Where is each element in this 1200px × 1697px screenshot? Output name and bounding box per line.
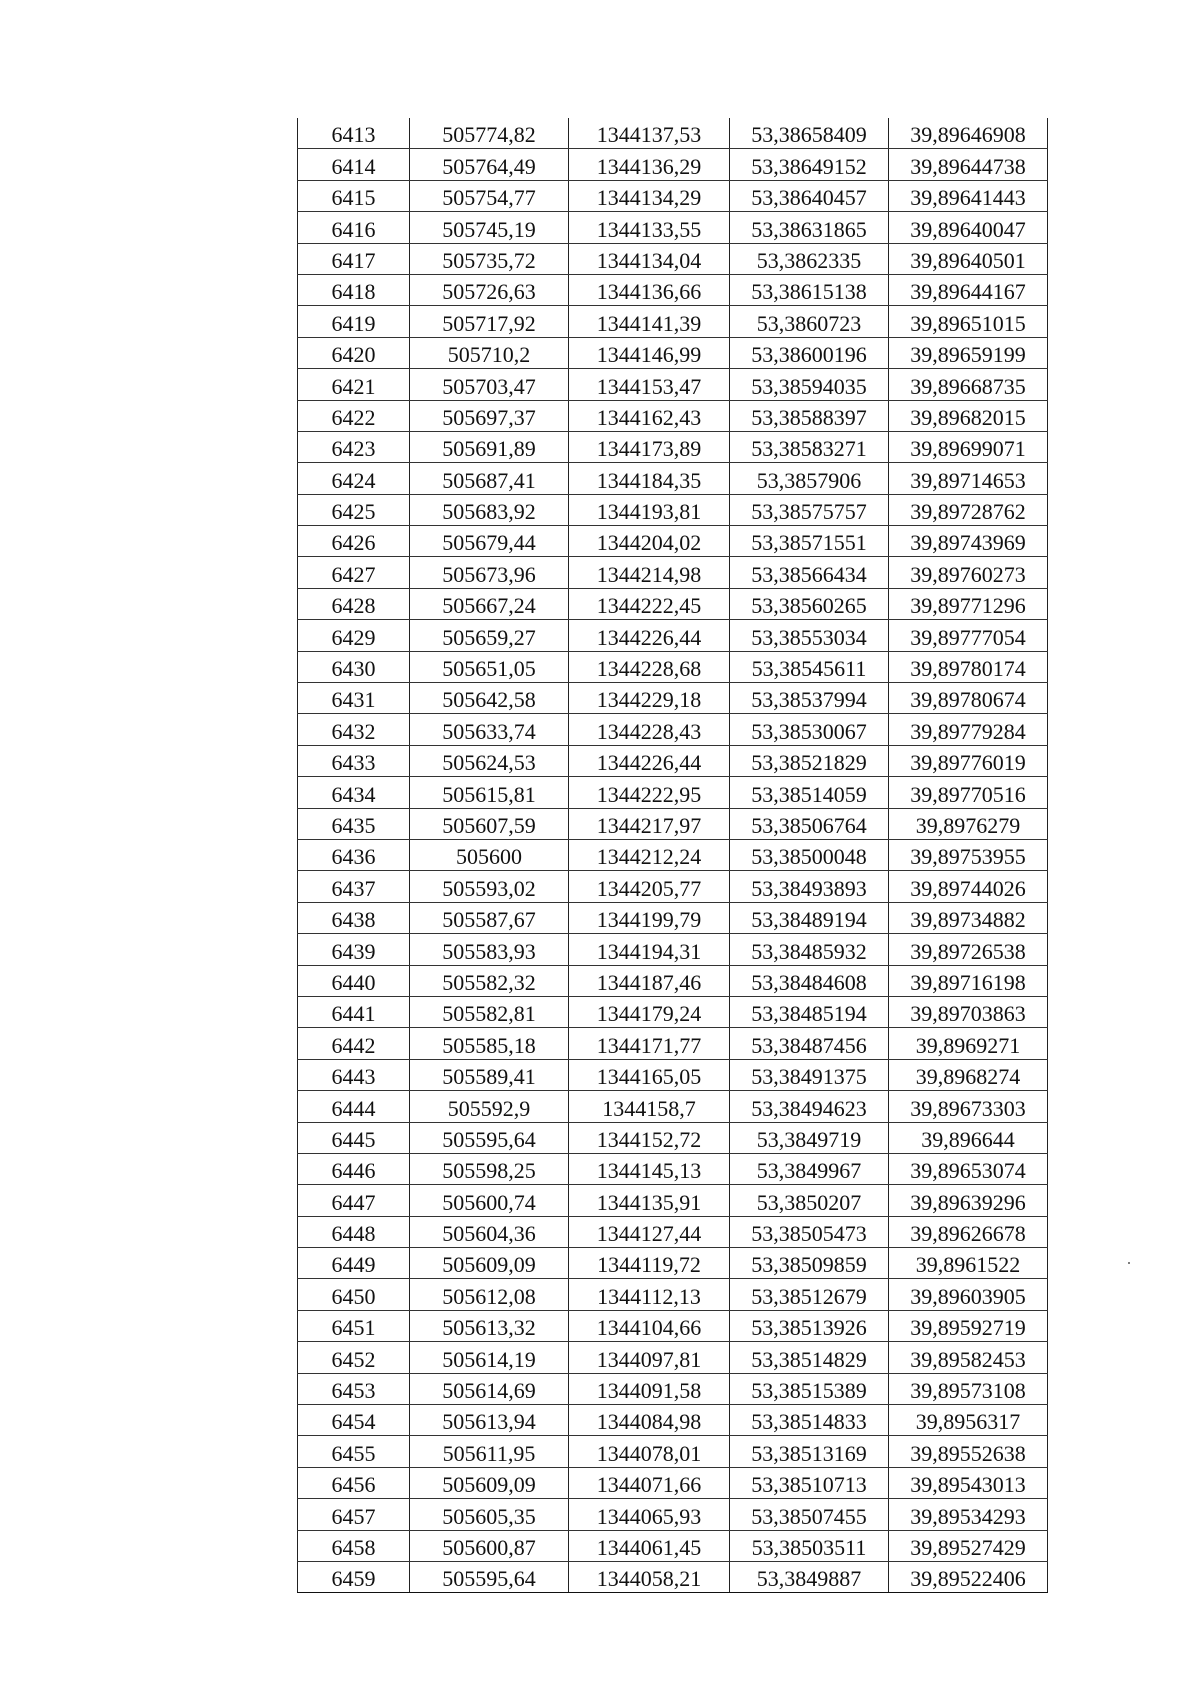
point-number-cell: 6431 — [298, 683, 410, 714]
y-coordinate-cell: 1344226,44 — [569, 745, 730, 776]
latitude-cell: 53,38494623 — [730, 1091, 889, 1122]
y-coordinate-cell: 1344158,7 — [569, 1091, 730, 1122]
y-coordinate-cell: 1344217,97 — [569, 808, 730, 839]
latitude-cell: 53,38509859 — [730, 1248, 889, 1279]
longitude-cell: 39,89776019 — [889, 745, 1048, 776]
y-coordinate-cell: 1344135,91 — [569, 1185, 730, 1216]
table-row — [298, 1530, 1048, 1561]
longitude-cell: 39,89592719 — [889, 1310, 1048, 1341]
table-row — [298, 118, 1048, 149]
point-number-cell: 6437 — [298, 871, 410, 902]
point-number-cell: 6452 — [298, 1342, 410, 1373]
latitude-cell: 53,3862335 — [730, 243, 889, 274]
latitude-cell: 53,3857906 — [730, 463, 889, 494]
y-coordinate-cell: 1344134,29 — [569, 180, 730, 211]
x-coordinate-cell: 505764,49 — [410, 149, 569, 180]
latitude-cell: 53,38487456 — [730, 1028, 889, 1059]
point-number-cell: 6434 — [298, 777, 410, 808]
longitude-cell: 39,89743969 — [889, 526, 1048, 557]
x-coordinate-cell: 505593,02 — [410, 871, 569, 902]
point-number-cell: 6439 — [298, 934, 410, 965]
x-coordinate-cell: 505595,64 — [410, 1122, 569, 1153]
table-row — [298, 965, 1048, 996]
x-coordinate-cell: 505726,63 — [410, 274, 569, 305]
y-coordinate-cell: 1344199,79 — [569, 902, 730, 933]
x-coordinate-cell: 505697,37 — [410, 400, 569, 431]
latitude-cell: 53,38631865 — [730, 212, 889, 243]
y-coordinate-cell: 1344127,44 — [569, 1216, 730, 1247]
x-coordinate-cell: 505609,09 — [410, 1248, 569, 1279]
y-coordinate-cell: 1344194,31 — [569, 934, 730, 965]
x-coordinate-cell: 505609,09 — [410, 1467, 569, 1498]
table-row — [298, 745, 1048, 776]
table-row — [298, 306, 1048, 337]
x-coordinate-cell: 505605,35 — [410, 1499, 569, 1530]
x-coordinate-cell: 505613,94 — [410, 1405, 569, 1436]
table-row — [298, 620, 1048, 651]
longitude-cell: 39,89682015 — [889, 400, 1048, 431]
table-row — [298, 463, 1048, 494]
point-number-cell: 6420 — [298, 337, 410, 368]
x-coordinate-cell: 505589,41 — [410, 1059, 569, 1090]
y-coordinate-cell: 1344229,18 — [569, 683, 730, 714]
x-coordinate-cell: 505582,32 — [410, 965, 569, 996]
point-number-cell: 6421 — [298, 369, 410, 400]
latitude-cell: 53,3849967 — [730, 1153, 889, 1184]
latitude-cell: 53,38503511 — [730, 1530, 889, 1561]
longitude-cell: 39,8961522 — [889, 1248, 1048, 1279]
latitude-cell: 53,38571551 — [730, 526, 889, 557]
table-row — [298, 180, 1048, 211]
longitude-cell: 39,89646908 — [889, 118, 1048, 149]
latitude-cell: 53,38583271 — [730, 431, 889, 462]
table-row — [298, 1467, 1048, 1498]
point-number-cell: 6457 — [298, 1499, 410, 1530]
longitude-cell: 39,89522406 — [889, 1561, 1048, 1592]
latitude-cell: 53,38513926 — [730, 1310, 889, 1341]
y-coordinate-cell: 1344146,99 — [569, 337, 730, 368]
y-coordinate-cell: 1344071,66 — [569, 1467, 730, 1498]
table-row — [298, 1561, 1048, 1592]
y-coordinate-cell: 1344222,45 — [569, 588, 730, 619]
point-number-cell: 6424 — [298, 463, 410, 494]
y-coordinate-cell: 1344193,81 — [569, 494, 730, 525]
point-number-cell: 6423 — [298, 431, 410, 462]
y-coordinate-cell: 1344212,24 — [569, 839, 730, 870]
longitude-cell: 39,89653074 — [889, 1153, 1048, 1184]
y-coordinate-cell: 1344141,39 — [569, 306, 730, 337]
longitude-cell: 39,89728762 — [889, 494, 1048, 525]
y-coordinate-cell: 1344145,13 — [569, 1153, 730, 1184]
point-number-cell: 6426 — [298, 526, 410, 557]
table-row — [298, 871, 1048, 902]
point-number-cell: 6436 — [298, 839, 410, 870]
longitude-cell: 39,896644 — [889, 1122, 1048, 1153]
table-row — [298, 1216, 1048, 1247]
longitude-cell: 39,89734882 — [889, 902, 1048, 933]
x-coordinate-cell: 505600 — [410, 839, 569, 870]
latitude-cell: 53,38649152 — [730, 149, 889, 180]
point-number-cell: 6454 — [298, 1405, 410, 1436]
y-coordinate-cell: 1344226,44 — [569, 620, 730, 651]
y-coordinate-cell: 1344091,58 — [569, 1373, 730, 1404]
table-row — [298, 274, 1048, 305]
latitude-cell: 53,38491375 — [730, 1059, 889, 1090]
longitude-cell: 39,89626678 — [889, 1216, 1048, 1247]
longitude-cell: 39,89552638 — [889, 1436, 1048, 1467]
point-number-cell: 6440 — [298, 965, 410, 996]
x-coordinate-cell: 505614,19 — [410, 1342, 569, 1373]
point-number-cell: 6456 — [298, 1467, 410, 1498]
point-number-cell: 6422 — [298, 400, 410, 431]
table-row — [298, 557, 1048, 588]
x-coordinate-cell: 505735,72 — [410, 243, 569, 274]
longitude-cell: 39,89780174 — [889, 651, 1048, 682]
x-coordinate-cell: 505598,25 — [410, 1153, 569, 1184]
table-row — [298, 902, 1048, 933]
x-coordinate-cell: 505614,69 — [410, 1373, 569, 1404]
latitude-cell: 53,38615138 — [730, 274, 889, 305]
point-number-cell: 6432 — [298, 714, 410, 745]
y-coordinate-cell: 1344104,66 — [569, 1310, 730, 1341]
longitude-cell: 39,89641443 — [889, 180, 1048, 211]
latitude-cell: 53,38514059 — [730, 777, 889, 808]
latitude-cell: 53,38514829 — [730, 1342, 889, 1373]
y-coordinate-cell: 1344137,53 — [569, 118, 730, 149]
x-coordinate-cell: 505703,47 — [410, 369, 569, 400]
x-coordinate-cell: 505611,95 — [410, 1436, 569, 1467]
table-row — [298, 588, 1048, 619]
table-row — [298, 714, 1048, 745]
longitude-cell: 39,89699071 — [889, 431, 1048, 462]
latitude-cell: 53,38545611 — [730, 651, 889, 682]
latitude-cell: 53,38640457 — [730, 180, 889, 211]
point-number-cell: 6449 — [298, 1248, 410, 1279]
latitude-cell: 53,38560265 — [730, 588, 889, 619]
x-coordinate-cell: 505624,53 — [410, 745, 569, 776]
x-coordinate-cell: 505583,93 — [410, 934, 569, 965]
point-number-cell: 6441 — [298, 996, 410, 1027]
longitude-cell: 39,89777054 — [889, 620, 1048, 651]
x-coordinate-cell: 505745,19 — [410, 212, 569, 243]
longitude-cell: 39,89640501 — [889, 243, 1048, 274]
x-coordinate-cell: 505612,08 — [410, 1279, 569, 1310]
longitude-cell: 39,89644738 — [889, 149, 1048, 180]
longitude-cell: 39,89744026 — [889, 871, 1048, 902]
x-coordinate-cell: 505633,74 — [410, 714, 569, 745]
x-coordinate-cell: 505600,74 — [410, 1185, 569, 1216]
x-coordinate-cell: 505687,41 — [410, 463, 569, 494]
longitude-cell: 39,89640047 — [889, 212, 1048, 243]
y-coordinate-cell: 1344065,93 — [569, 1499, 730, 1530]
latitude-cell: 53,38512679 — [730, 1279, 889, 1310]
y-coordinate-cell: 1344171,77 — [569, 1028, 730, 1059]
point-number-cell: 6414 — [298, 149, 410, 180]
y-coordinate-cell: 1344165,05 — [569, 1059, 730, 1090]
coordinates-table-body — [298, 118, 1048, 1593]
latitude-cell: 53,38588397 — [730, 400, 889, 431]
latitude-cell: 53,3850207 — [730, 1185, 889, 1216]
longitude-cell: 39,89651015 — [889, 306, 1048, 337]
x-coordinate-cell: 505600,87 — [410, 1530, 569, 1561]
longitude-cell: 39,8956317 — [889, 1405, 1048, 1436]
table-row — [298, 1342, 1048, 1373]
longitude-cell: 39,89603905 — [889, 1279, 1048, 1310]
point-number-cell: 6427 — [298, 557, 410, 588]
latitude-cell: 53,38521829 — [730, 745, 889, 776]
table-row — [298, 1436, 1048, 1467]
longitude-cell: 39,89760273 — [889, 557, 1048, 588]
latitude-cell: 53,38493893 — [730, 871, 889, 902]
longitude-cell: 39,8969271 — [889, 1028, 1048, 1059]
point-number-cell: 6433 — [298, 745, 410, 776]
x-coordinate-cell: 505604,36 — [410, 1216, 569, 1247]
longitude-cell: 39,89726538 — [889, 934, 1048, 965]
table-row — [298, 1405, 1048, 1436]
latitude-cell: 53,38485194 — [730, 996, 889, 1027]
point-number-cell: 6443 — [298, 1059, 410, 1090]
y-coordinate-cell: 1344153,47 — [569, 369, 730, 400]
latitude-cell: 53,3849719 — [730, 1122, 889, 1153]
table-row — [298, 526, 1048, 557]
table-row — [298, 808, 1048, 839]
table-row — [298, 431, 1048, 462]
latitude-cell: 53,38500048 — [730, 839, 889, 870]
longitude-cell: 39,89543013 — [889, 1467, 1048, 1498]
longitude-cell: 39,89716198 — [889, 965, 1048, 996]
table-row — [298, 369, 1048, 400]
point-number-cell: 6448 — [298, 1216, 410, 1247]
coordinates-table — [297, 118, 1048, 1593]
point-number-cell: 6451 — [298, 1310, 410, 1341]
x-coordinate-cell: 505615,81 — [410, 777, 569, 808]
table-row — [298, 1279, 1048, 1310]
x-coordinate-cell: 505642,58 — [410, 683, 569, 714]
table-row — [298, 149, 1048, 180]
table-row — [298, 212, 1048, 243]
point-number-cell: 6459 — [298, 1561, 410, 1592]
latitude-cell: 53,38506764 — [730, 808, 889, 839]
x-coordinate-cell: 505679,44 — [410, 526, 569, 557]
y-coordinate-cell: 1344134,04 — [569, 243, 730, 274]
x-coordinate-cell: 505717,92 — [410, 306, 569, 337]
point-number-cell: 6435 — [298, 808, 410, 839]
table-row — [298, 1185, 1048, 1216]
table-row — [298, 243, 1048, 274]
point-number-cell: 6413 — [298, 118, 410, 149]
table-row — [298, 839, 1048, 870]
x-coordinate-cell: 505667,24 — [410, 588, 569, 619]
longitude-cell: 39,89644167 — [889, 274, 1048, 305]
table-row — [298, 1091, 1048, 1122]
table-row — [298, 934, 1048, 965]
latitude-cell: 53,38530067 — [730, 714, 889, 745]
table-row — [298, 1248, 1048, 1279]
point-number-cell: 6425 — [298, 494, 410, 525]
x-coordinate-cell: 505613,32 — [410, 1310, 569, 1341]
point-number-cell: 6442 — [298, 1028, 410, 1059]
table-row — [298, 1499, 1048, 1530]
latitude-cell: 53,38575757 — [730, 494, 889, 525]
x-coordinate-cell: 505651,05 — [410, 651, 569, 682]
longitude-cell: 39,89582453 — [889, 1342, 1048, 1373]
x-coordinate-cell: 505592,9 — [410, 1091, 569, 1122]
y-coordinate-cell: 1344205,77 — [569, 871, 730, 902]
longitude-cell: 39,89714653 — [889, 463, 1048, 494]
table-row — [298, 683, 1048, 714]
point-number-cell: 6444 — [298, 1091, 410, 1122]
latitude-cell: 53,3849887 — [730, 1561, 889, 1592]
x-coordinate-cell: 505691,89 — [410, 431, 569, 462]
longitude-cell: 39,8976279 — [889, 808, 1048, 839]
latitude-cell: 53,38485932 — [730, 934, 889, 965]
longitude-cell: 39,89780674 — [889, 683, 1048, 714]
latitude-cell: 53,38507455 — [730, 1499, 889, 1530]
x-coordinate-cell: 505582,81 — [410, 996, 569, 1027]
y-coordinate-cell: 1344179,24 — [569, 996, 730, 1027]
y-coordinate-cell: 1344133,55 — [569, 212, 730, 243]
point-number-cell: 6430 — [298, 651, 410, 682]
y-coordinate-cell: 1344214,98 — [569, 557, 730, 588]
x-coordinate-cell: 505659,27 — [410, 620, 569, 651]
latitude-cell: 53,38600196 — [730, 337, 889, 368]
y-coordinate-cell: 1344173,89 — [569, 431, 730, 462]
y-coordinate-cell: 1344061,45 — [569, 1530, 730, 1561]
table-row — [298, 494, 1048, 525]
table-row — [298, 1153, 1048, 1184]
point-number-cell: 6415 — [298, 180, 410, 211]
latitude-cell: 53,3860723 — [730, 306, 889, 337]
latitude-cell: 53,38515389 — [730, 1373, 889, 1404]
y-coordinate-cell: 1344184,35 — [569, 463, 730, 494]
y-coordinate-cell: 1344187,46 — [569, 965, 730, 996]
longitude-cell: 39,8968274 — [889, 1059, 1048, 1090]
point-number-cell: 6447 — [298, 1185, 410, 1216]
latitude-cell: 53,38489194 — [730, 902, 889, 933]
y-coordinate-cell: 1344084,98 — [569, 1405, 730, 1436]
longitude-cell: 39,89668735 — [889, 369, 1048, 400]
point-number-cell: 6446 — [298, 1153, 410, 1184]
point-number-cell: 6429 — [298, 620, 410, 651]
y-coordinate-cell: 1344097,81 — [569, 1342, 730, 1373]
table-row — [298, 1373, 1048, 1404]
x-coordinate-cell: 505754,77 — [410, 180, 569, 211]
point-number-cell: 6453 — [298, 1373, 410, 1404]
table-row — [298, 1059, 1048, 1090]
latitude-cell: 53,38566434 — [730, 557, 889, 588]
longitude-cell: 39,89573108 — [889, 1373, 1048, 1404]
point-number-cell: 6428 — [298, 588, 410, 619]
scan-speck — [1128, 1262, 1130, 1264]
point-number-cell: 6450 — [298, 1279, 410, 1310]
latitude-cell: 53,38513169 — [730, 1436, 889, 1467]
y-coordinate-cell: 1344078,01 — [569, 1436, 730, 1467]
point-number-cell: 6416 — [298, 212, 410, 243]
latitude-cell: 53,38505473 — [730, 1216, 889, 1247]
longitude-cell: 39,89779284 — [889, 714, 1048, 745]
y-coordinate-cell: 1344119,72 — [569, 1248, 730, 1279]
y-coordinate-cell: 1344162,43 — [569, 400, 730, 431]
x-coordinate-cell: 505774,82 — [410, 118, 569, 149]
point-number-cell: 6438 — [298, 902, 410, 933]
longitude-cell: 39,89703863 — [889, 996, 1048, 1027]
y-coordinate-cell: 1344222,95 — [569, 777, 730, 808]
table-row — [298, 400, 1048, 431]
point-number-cell: 6455 — [298, 1436, 410, 1467]
table-row — [298, 777, 1048, 808]
longitude-cell: 39,89771296 — [889, 588, 1048, 619]
longitude-cell: 39,89527429 — [889, 1530, 1048, 1561]
y-coordinate-cell: 1344136,29 — [569, 149, 730, 180]
latitude-cell: 53,38594035 — [730, 369, 889, 400]
table-row — [298, 1122, 1048, 1153]
table-row — [298, 1310, 1048, 1341]
table-row — [298, 651, 1048, 682]
y-coordinate-cell: 1344136,66 — [569, 274, 730, 305]
y-coordinate-cell: 1344228,43 — [569, 714, 730, 745]
x-coordinate-cell: 505673,96 — [410, 557, 569, 588]
latitude-cell: 53,38553034 — [730, 620, 889, 651]
y-coordinate-cell: 1344112,13 — [569, 1279, 730, 1310]
x-coordinate-cell: 505607,59 — [410, 808, 569, 839]
x-coordinate-cell: 505710,2 — [410, 337, 569, 368]
latitude-cell: 53,38514833 — [730, 1405, 889, 1436]
x-coordinate-cell: 505683,92 — [410, 494, 569, 525]
y-coordinate-cell: 1344152,72 — [569, 1122, 730, 1153]
point-number-cell: 6417 — [298, 243, 410, 274]
point-number-cell: 6445 — [298, 1122, 410, 1153]
x-coordinate-cell: 505585,18 — [410, 1028, 569, 1059]
latitude-cell: 53,38484608 — [730, 965, 889, 996]
table-row — [298, 1028, 1048, 1059]
y-coordinate-cell: 1344204,02 — [569, 526, 730, 557]
longitude-cell: 39,89534293 — [889, 1499, 1048, 1530]
table-row — [298, 337, 1048, 368]
table-row — [298, 996, 1048, 1027]
point-number-cell: 6418 — [298, 274, 410, 305]
point-number-cell: 6458 — [298, 1530, 410, 1561]
latitude-cell: 53,38658409 — [730, 118, 889, 149]
point-number-cell: 6419 — [298, 306, 410, 337]
longitude-cell: 39,89673303 — [889, 1091, 1048, 1122]
longitude-cell: 39,89639296 — [889, 1185, 1048, 1216]
longitude-cell: 39,89753955 — [889, 839, 1048, 870]
x-coordinate-cell: 505587,67 — [410, 902, 569, 933]
y-coordinate-cell: 1344228,68 — [569, 651, 730, 682]
x-coordinate-cell: 505595,64 — [410, 1561, 569, 1592]
latitude-cell: 53,38510713 — [730, 1467, 889, 1498]
latitude-cell: 53,38537994 — [730, 683, 889, 714]
longitude-cell: 39,89659199 — [889, 337, 1048, 368]
y-coordinate-cell: 1344058,21 — [569, 1561, 730, 1592]
longitude-cell: 39,89770516 — [889, 777, 1048, 808]
